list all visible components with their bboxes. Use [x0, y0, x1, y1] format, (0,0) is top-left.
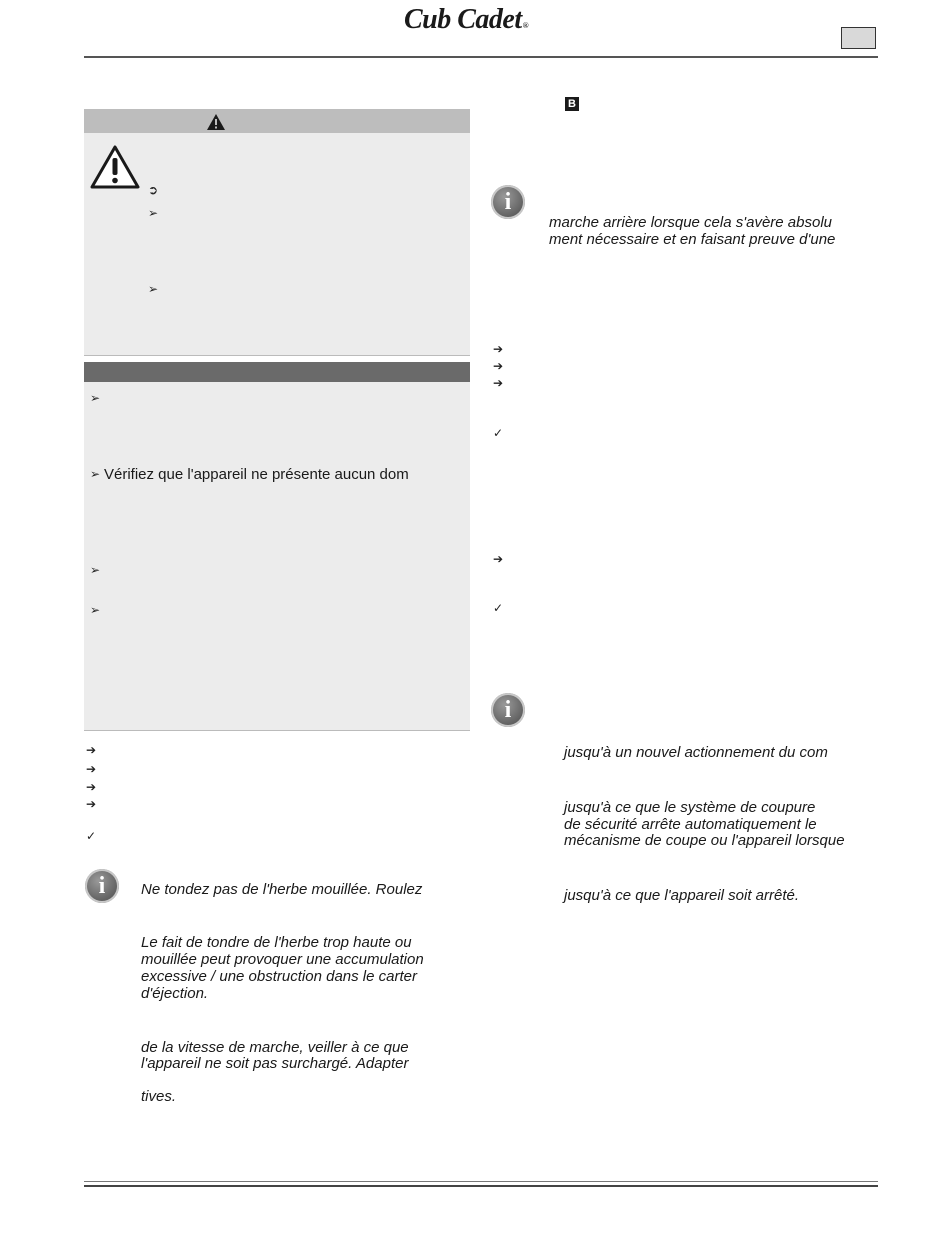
- info-icon: i: [491, 693, 525, 727]
- warning-triangle-icon: [206, 113, 226, 131]
- section-label: B: [565, 97, 579, 111]
- arrow-marker: ➔: [86, 743, 97, 757]
- arrow-marker: ➔: [493, 552, 504, 566]
- bullet-marker: ➢: [90, 391, 101, 405]
- brand-logo: Cub Cadet®: [404, 4, 529, 35]
- check-text: Vérifiez que l'appareil ne présente aucun dom: [104, 466, 409, 483]
- info-text: de la vitesse de marche, veiller à ce que: [141, 1039, 409, 1056]
- arrow-marker: ➔: [493, 376, 504, 390]
- info-text: Ne tondez pas de l'herbe mouillée. Roulez: [141, 881, 423, 898]
- warning-panel: [84, 109, 470, 355]
- info-icon: i: [85, 869, 119, 903]
- panel-divider: [84, 355, 470, 356]
- check-marker: ✓: [493, 426, 504, 440]
- check-panel: [84, 362, 470, 730]
- panel-divider: [84, 730, 470, 731]
- info-text: jusqu'à ce que le système de coupure: [564, 799, 816, 816]
- arrow-marker: ➔: [86, 762, 97, 776]
- check-panel-header: [84, 362, 470, 382]
- info-text: marche arrière lorsque cela s'avère absolu: [549, 214, 833, 231]
- bullet-marker: ➢: [148, 282, 159, 296]
- warning-triangle-icon: [89, 144, 141, 190]
- info-text: jusqu'à ce que l'appareil soit arrêté.: [564, 887, 800, 904]
- info-text: mouillée peut provoquer une accumulation: [141, 951, 424, 968]
- bullet-marker: ➢: [148, 206, 159, 220]
- footer-rule: [84, 1185, 878, 1187]
- arrow-marker: ➔: [493, 359, 504, 373]
- check-marker: ✓: [86, 829, 97, 843]
- arrow-marker: ➔: [86, 797, 97, 811]
- info-text: de sécurité arrête automatiquement le: [564, 816, 817, 833]
- language-tab: [841, 27, 876, 49]
- info-text: d'éjection.: [141, 985, 209, 1002]
- bullet-marker: ➲: [148, 183, 159, 197]
- info-text: mécanisme de coupe ou l'appareil lorsque: [564, 832, 845, 849]
- arrow-marker: ➔: [493, 342, 504, 356]
- info-text: ment nécessaire et en faisant preuve d'une: [549, 231, 836, 248]
- info-text: tives.: [141, 1088, 177, 1105]
- info-text: excessive / une obstruction dans le carter: [141, 968, 417, 985]
- header-rule: [84, 56, 878, 58]
- bullet-marker: ➢: [90, 563, 101, 577]
- info-text: Le fait de tondre de l'herbe trop haute ou: [141, 934, 412, 951]
- info-text: l'appareil ne soit pas surchargé. Adapter: [141, 1055, 409, 1072]
- bullet-marker: ➢: [90, 467, 101, 481]
- footer-rule: [84, 1181, 878, 1182]
- bullet-marker: ➢: [90, 603, 101, 617]
- warning-panel-header: [84, 109, 470, 133]
- info-text: jusqu'à un nouvel actionnement du com: [564, 744, 828, 761]
- info-icon: i: [491, 185, 525, 219]
- arrow-marker: ➔: [86, 780, 97, 794]
- check-marker: ✓: [493, 601, 504, 615]
